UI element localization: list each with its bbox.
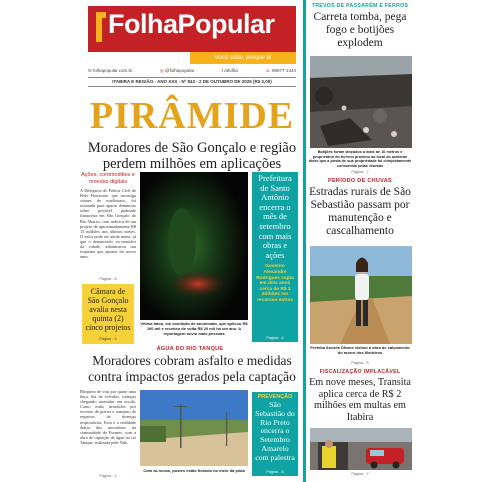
whatsapp-icon: ☏ bbox=[265, 68, 271, 73]
s2-page-ref[interactable]: Página - 5 bbox=[351, 361, 369, 365]
s2-label: PERÍODO DE CHUVAS bbox=[328, 178, 392, 184]
teal-box-page-ref: Página - 6 bbox=[266, 336, 284, 340]
lead-headline[interactable]: Moradores de São Gonçalo e região perdem milhões em aplicações bbox=[87, 140, 297, 172]
second-page-ref[interactable]: Página - 4 bbox=[99, 474, 117, 478]
instagram-icon: ◎ bbox=[159, 68, 164, 73]
teal-box-sub: Governo Alexandre Rodrigues capta em dois anos cerca de R$ 3 milhões em recursos extras bbox=[256, 264, 294, 303]
phone-contact[interactable]: 98577-1444 bbox=[271, 68, 296, 73]
s1-label: TREVOS DE PASSARÉM E FERROS bbox=[311, 3, 409, 9]
lead-photo-image bbox=[140, 172, 248, 320]
yellow-box[interactable] bbox=[82, 284, 134, 344]
second-photo bbox=[140, 390, 248, 466]
logo-bracket-icon bbox=[96, 12, 106, 42]
second-headline[interactable]: Moradores cobram asfalto e medidas contra impactos gerados pela captação bbox=[88, 353, 296, 384]
yellow-box-headline: Câmara de São Gonçalo avalia nesta quinta (2) cinco projetos bbox=[85, 287, 131, 332]
second-body: Bloqueio de vias por quase uma hora, fila de veículos, crianças chegando atrasadas em escola. Como estão invadidos por excesso de poeira e aumento de registros de doenças respiratórias. Essa é a realidade diária dos moradores da comunidade de Formes, com a obra de captação de água no rio Tanque, realizada pela Vale. bbox=[80, 389, 136, 445]
brand-logo: FolhaPopular bbox=[108, 9, 275, 39]
s1-photo bbox=[310, 56, 412, 148]
divider bbox=[88, 86, 296, 87]
slogan: Você sabe, porque lê bbox=[190, 52, 296, 64]
s3-photo-image bbox=[310, 428, 412, 470]
s1-page-ref[interactable]: Página - 7 bbox=[351, 170, 369, 174]
email-contact[interactable]: ✉ folhapopular.com.br bbox=[88, 68, 133, 73]
facebook-icon: f bbox=[221, 68, 223, 73]
edition-line: ITABIRA E REGIÃO - ANO XXX - Nº 843 - 2 DE OUTUBRO DE 2025 (R$ 2,00) bbox=[112, 79, 272, 84]
contact-bar bbox=[88, 68, 296, 76]
s2-headline[interactable]: Estradas rurais de São Sebastião passam por manutenção e cascalhamento bbox=[309, 186, 411, 237]
s3-photo bbox=[310, 428, 412, 470]
teal-box-headline: Prefeitura de Santo Antônio encerra o mês de setembro com mais obras e ações bbox=[258, 173, 292, 260]
yellow-box-page-ref: Página - 3 bbox=[99, 337, 117, 341]
s2-photo bbox=[310, 246, 412, 344]
s1-headline[interactable]: Carreta tomba, pega fogo e botijões explodem bbox=[313, 11, 407, 49]
s2-caption: Prefeita Andréa Ottone visitou a obra de calçamento do morro dos Medeiros bbox=[310, 345, 410, 355]
lead-body: A Delegacia de Polícia Civil de Belo Horizonte, que investiga crimes de estelionato, foi acionada para apurar denúncias sobre possível pirâmide financeira em São Gonçalo do Rio Abaixo, com indícios de um projeto de aproximadamente R$ 15 milhões nos últimos meses. O valor pode ser ainda maior, já que o denunciado, ex-morador da cidade, administrou um esquema que apurou há novos anos. bbox=[80, 188, 136, 260]
column-divider bbox=[303, 0, 306, 482]
teal-box[interactable] bbox=[252, 172, 298, 342]
second-photo-caption: Com as secas, postes estão ficando no meio da pista bbox=[143, 468, 245, 473]
prevencao-headline: São Sebastião do Rio Preto encerra o Setembro Amarelo com palestra bbox=[255, 400, 295, 462]
divider bbox=[88, 77, 296, 78]
second-photo-image bbox=[140, 390, 248, 466]
prevencao-label: PREVENÇÃO bbox=[257, 394, 293, 400]
s3-headline[interactable]: Em nove meses, Transita aplica cerca de R$ 2 milhões em multas em Itabira bbox=[309, 377, 411, 423]
prevencao-box[interactable] bbox=[252, 392, 298, 476]
lead-page-ref[interactable]: Página - 8 bbox=[99, 277, 117, 281]
lead-kicker: Ações, commodities e moedas digitais bbox=[81, 172, 135, 185]
facebook-contact[interactable]: /afolha bbox=[224, 68, 238, 73]
instagram-contact[interactable]: @folhapopular bbox=[165, 68, 195, 73]
s3-label: FISCALIZAÇÃO IMPLACÁVEL bbox=[319, 369, 401, 375]
lead-title: PIRÂMIDE bbox=[89, 95, 295, 137]
lead-photo bbox=[140, 172, 248, 320]
lead-photo-caption: Vítima falou, em condição de anonimato, que aplicou R$ 100 mil e recebeu de volta R$ 20 mil há um ano. A reportagem ouviu mais pessoas bbox=[140, 321, 248, 336]
s3-page-ref[interactable]: Página - 7 bbox=[351, 472, 369, 476]
s1-caption: Botijões foram lançados a mais de 10 metros e proprietário do terreno próximo ao local do acidente disse que a posta de sua propriedade foi completamente consumido pelas chamas bbox=[308, 150, 412, 168]
s2-photo-image bbox=[310, 246, 412, 344]
prevencao-page-ref: Página - 6 bbox=[266, 470, 284, 474]
s1-photo-image bbox=[310, 56, 412, 148]
second-label: ÁGUA DO RIO TANQUE bbox=[156, 346, 224, 352]
